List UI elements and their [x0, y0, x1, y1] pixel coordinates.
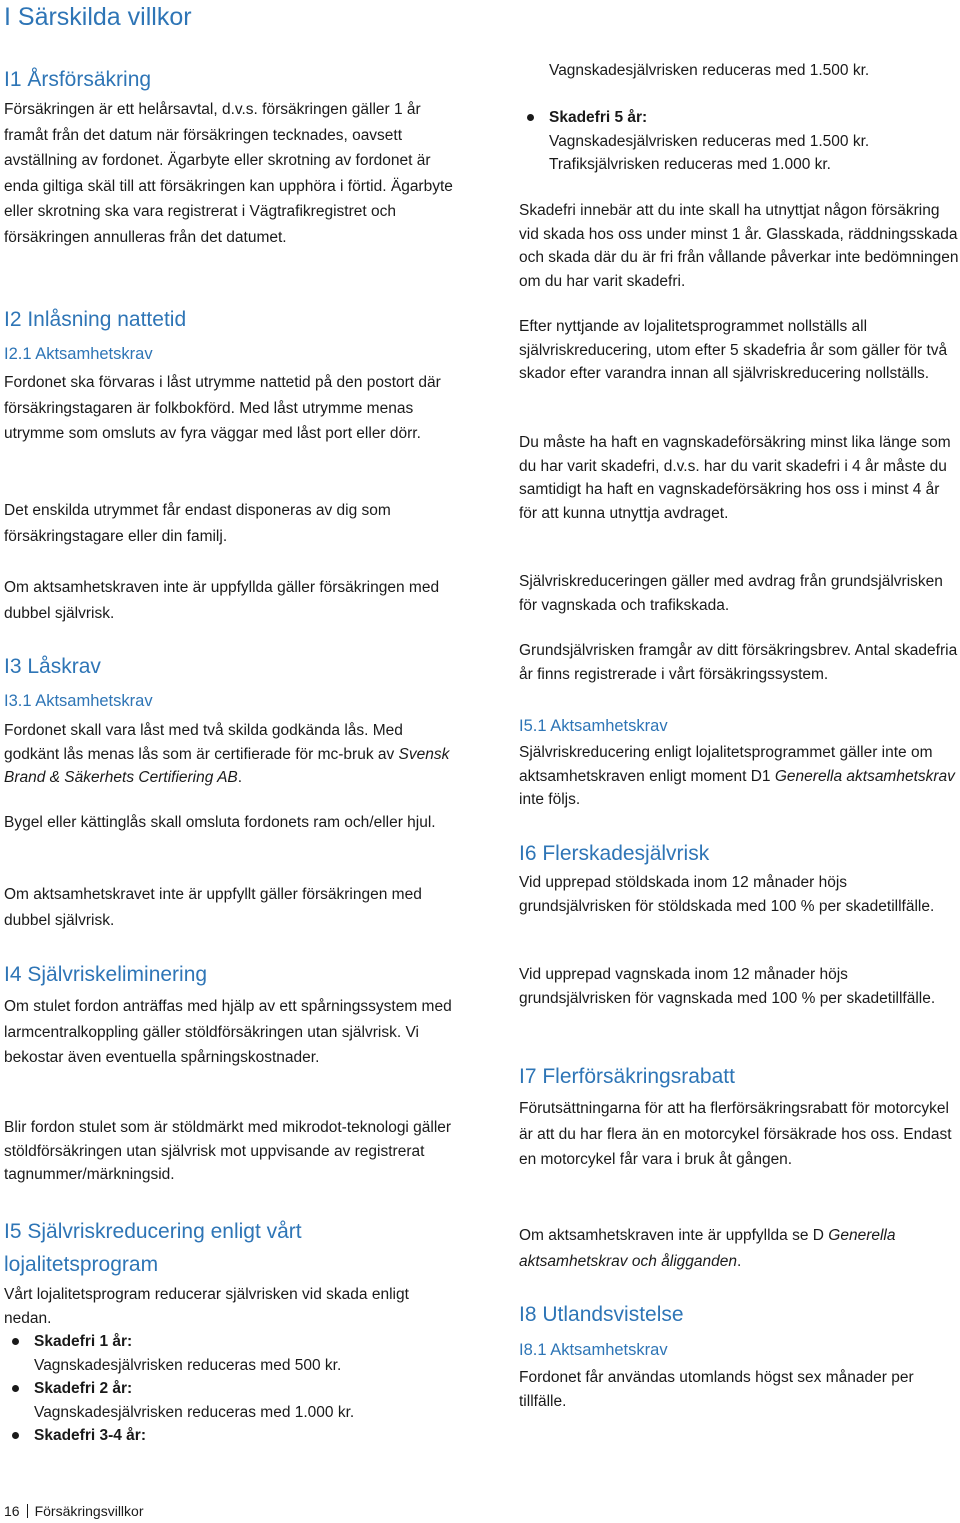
section-i5-1-heading: I5.1 Aktsamhetskrav — [519, 717, 668, 735]
list-item — [4, 1330, 354, 1377]
section-i7-text-2b: . — [737, 1252, 742, 1270]
section-i7-text-2a: Om aktsamhetskraven inte är uppfyllda se D — [519, 1227, 829, 1244]
section-i6-text-1: Vid upprepad stöldskada inom 12 månader höjs grundsjälvrisken för stöldskada med 100 % per skadetillfälle. — [519, 874, 935, 915]
section-i3-text-1a: Fordonet skall vara låst med två skilda godkända lås. Med godkänt lås menas lås som är certifierade för mc-bruk av — [4, 722, 403, 763]
list-item — [4, 1377, 354, 1424]
section-i5-1-text — [519, 741, 960, 812]
page-number: 16 — [4, 1503, 20, 1519]
section-i2-text-1: Fordonet ska förvaras i låst utrymme nattetid på den postort där försäkringstagaren är folkbokförd. Med låst utrymme menas utrymme som omsluts av fyra väggar med låst port eller dörr. — [4, 374, 441, 442]
section-i3-text-1 — [4, 719, 454, 790]
section-i2-text-3: Om aktsamhetskraven inte är uppfyllda gäller försäkringen med dubbel självrisk. — [4, 579, 440, 622]
section-i3-text-2: Bygel eller kättinglås skall omsluta fordonets ram och/eller hjul. — [4, 814, 436, 831]
list-item — [519, 106, 869, 177]
section-i1-text: Försäkringen är ett helårsavtal, d.v.s. försäkringen gäller 1 år framåt från det datum när försäkringen tecknades, oavsett avställning av fordonet. Ägarbyte eller skrotning av fordonet är enda giltiga skäl till att försäkringen kan upphöra i förtid. Ägarbyte eller skrotning ska vara registrerat i Vägtrafikregistret och försäkringen annulleras från det datumet. — [4, 101, 453, 246]
section-i4-heading: I4 Självriskeliminering — [4, 963, 208, 986]
section-i8-1-heading: I8.1 Aktsamhetskrav — [519, 1341, 668, 1359]
section-i7-text-1: Förutsättningarna för att ha flerförsäkringsrabatt för motorcykel är att du har flera än en motorcykel försäkrade hos oss. Endast en motorcykel får vara i bruk åt gången. — [519, 1100, 952, 1168]
certifier-name: Svensk Brand & Säkerhets Certifiering AB — [4, 745, 450, 786]
section-i4-text-2: Blir fordon stulet som är stöldmärkt med mikrodot-teknologi gäller stöldförsäkringen utan självrisk mot uppvisande av registrerat tagnummer/märkningsid. — [4, 1119, 452, 1183]
list-item-desc: Vagnskadesjälvrisken reduceras med 1.000 kr. — [34, 1403, 355, 1421]
base-deductible-text: Grundsjälvrisken framgår av ditt försäkringsbrev. Antal skadefria år finns registrerade i vårt försäkringssystem. — [519, 642, 958, 683]
section-i5-1-text-b: inte följs. — [519, 791, 581, 808]
list-item-label: Skadefri 3-4 år: — [34, 1427, 146, 1444]
loyalty-list-cont — [519, 106, 869, 177]
generella-aktsamhetskrav-ref: Generella aktsamhetskrav — [774, 767, 955, 785]
bullet-icon — [12, 1385, 19, 1392]
section-i7-heading: I7 Flerförsäkringsrabatt — [519, 1065, 735, 1088]
section-i2-1-heading: I2.1 Aktsamhetskrav — [4, 345, 153, 363]
list-item-desc: Trafiksjälvrisken reduceras med 1.000 kr. — [549, 156, 831, 173]
section-i3-1-heading: I3.1 Aktsamhetskrav — [4, 692, 153, 710]
reset-text: Efter nyttjande av lojalitetsprogrammet nollställs all självriskreducering, utom efter 5 skadefria år som gäller för två skador efter varandra innan all självriskreducering nollställs. — [519, 318, 948, 382]
claim-free-text: Skadefri innebär att du inte skall ha utnyttjat någon försäkring vid skada hos oss under minst 1 år. Glasskada, räddningsskada och skada där du är fri från vållande påverkar inte bedömningen om du har varit skadefri. — [519, 202, 959, 290]
section-i2-text-2: Det enskilda utrymmet får endast disponeras av dig som försäkringstagare eller din familj. — [4, 502, 391, 545]
footer-divider — [27, 1504, 28, 1518]
section-i3-heading: I3 Låskrav — [4, 655, 101, 678]
bullet-icon — [12, 1432, 19, 1439]
section-i5-1-text-a: Självriskreducering enligt lojalitetsprogrammet gäller inte om aktsamhetskraven enligt moment D1 — [519, 744, 933, 785]
section-i8-text: Fordonet får användas utomlands högst sex månader per tillfälle. — [519, 1369, 914, 1410]
duration-text: Du måste ha haft en vagnskadeförsäkring minst lika länge som du har varit skadefri, d.v.s. har du varit skadefri i 4 år måste du samtidigt ha haft en vagnskadeförsäkring hos oss i minst 4 år för att kunna utnyttja avdraget. — [519, 434, 951, 522]
loyalty-list — [4, 1330, 354, 1448]
list-item-label: Skadefri 2 år: — [34, 1380, 133, 1397]
section-i6-text-2: Vid upprepad vagnskada inom 12 månader höjs grundsjälvrisken för vagnskada med 100 % per skadetillfälle. — [519, 966, 936, 1007]
section-i1-heading: I1 Årsförsäkring — [4, 68, 152, 91]
footer-label: Försäkringsvillkor — [34, 1503, 144, 1519]
section-i5-text-1: Vårt lojalitetsprogram reducerar självrisken vid skada enligt nedan. — [4, 1286, 409, 1327]
section-i6-heading: I6 Flerskadesjälvrisk — [519, 842, 710, 865]
list-continuation: Vagnskadesjälvrisken reduceras med 1.500 kr. — [549, 62, 870, 79]
bullet-icon — [12, 1338, 19, 1345]
list-item-label: Skadefri 5 år: — [549, 109, 648, 126]
bullet-icon — [527, 114, 534, 121]
section-i5-heading: I5 Självriskreducering enligt vårt lojalitetsprogram — [4, 1220, 302, 1276]
list-item-desc: Vagnskadesjälvrisken reduceras med 500 kr. — [34, 1356, 342, 1374]
section-i8-heading: I8 Utlandsvistelse — [519, 1303, 684, 1326]
section-i2-heading: I2 Inlåsning nattetid — [4, 308, 187, 331]
section-i7-text-2 — [519, 1223, 960, 1274]
deduction-text: Självriskreduceringen gäller med avdrag från grundsjälvrisken för vagnskada och trafikskada. — [519, 573, 943, 614]
section-i3-text-3: Om aktsamhetskravet inte är uppfyllt gäller försäkringen med dubbel självrisk. — [4, 886, 422, 929]
generella-aktsamhetskrav-aligganden-ref: Generella aktsamhetskrav och åligganden — [519, 1227, 896, 1270]
section-i3-text-1b: . — [237, 769, 243, 786]
page-footer — [4, 1501, 144, 1521]
list-item — [4, 1424, 354, 1448]
list-item-desc: Vagnskadesjälvrisken reduceras med 1.500 kr. — [549, 132, 870, 150]
list-item-label: Skadefri 1 år: — [34, 1333, 133, 1350]
page-title: I Särskilda villkor — [4, 3, 192, 31]
section-i4-text-1: Om stulet fordon anträffas med hjälp av ett spårningssystem med larmcentralkoppling gäller stöldförsäkringen utan självrisk. Vi bekostar även eventuella spårningskostnader. — [4, 998, 452, 1066]
